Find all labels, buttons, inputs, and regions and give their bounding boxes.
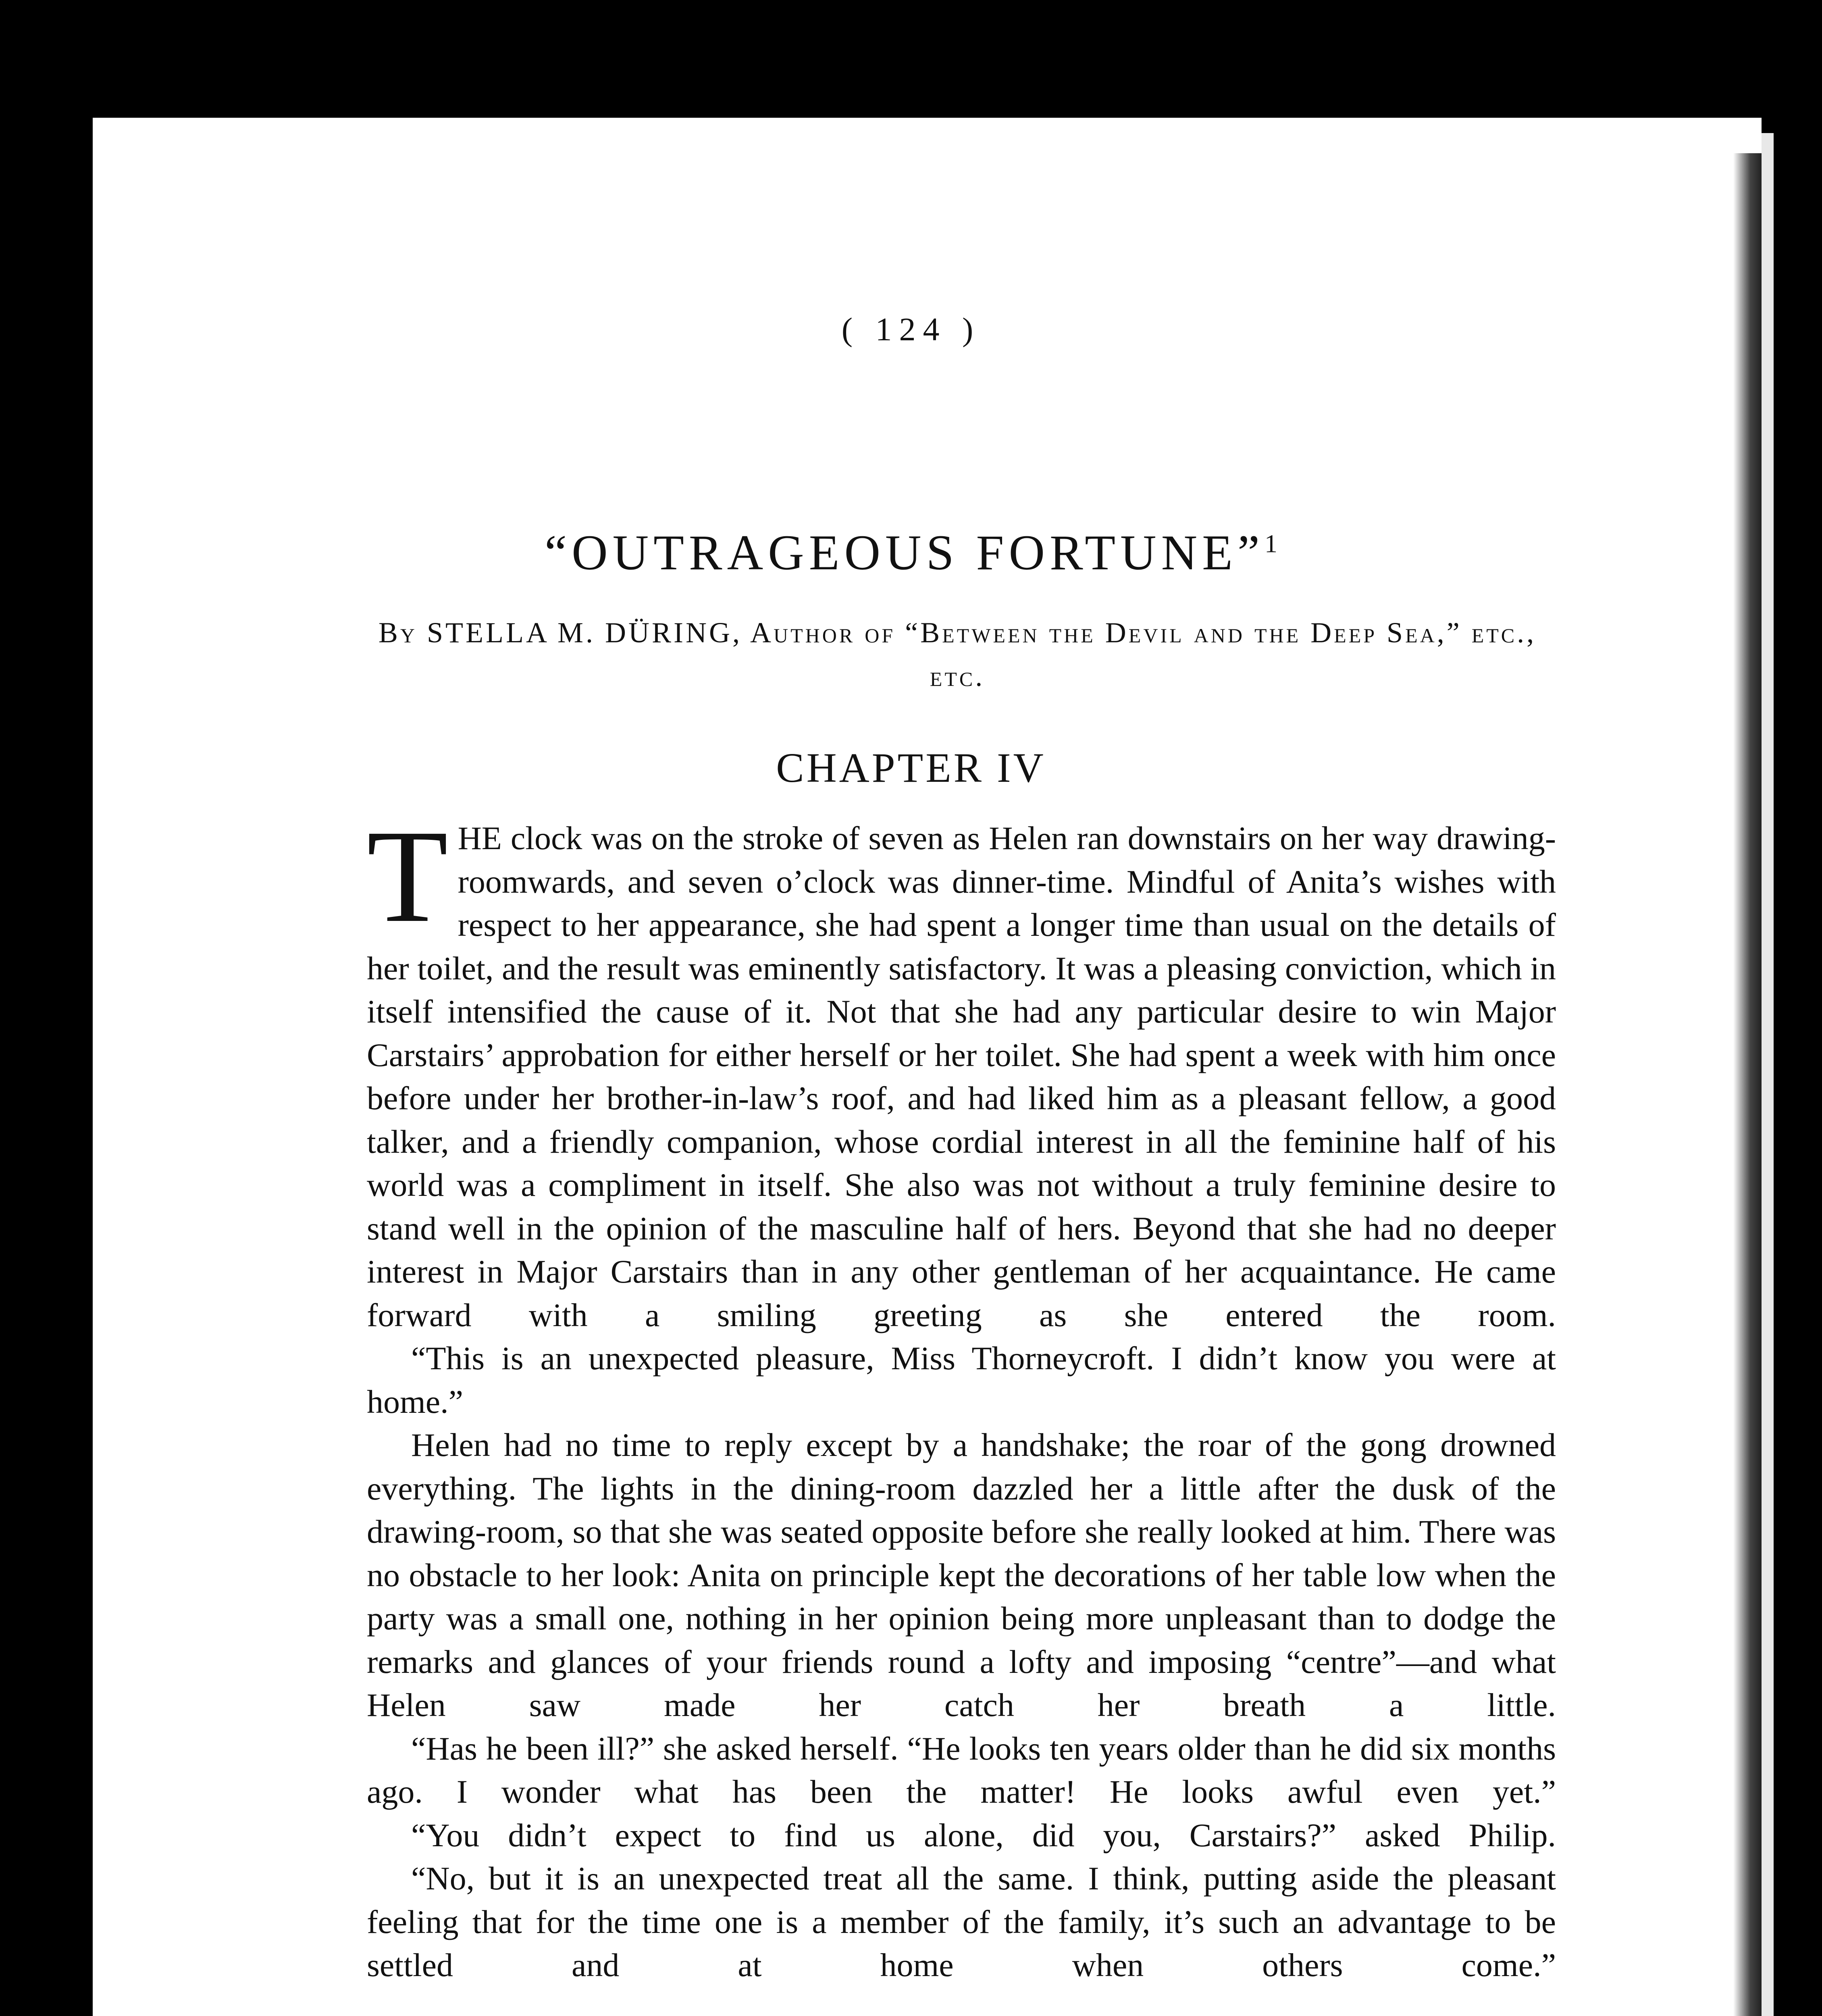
page-gutter-shadow — [1733, 153, 1762, 2016]
story-title-text: “OUTRAGEOUS FORTUNE” — [545, 525, 1265, 580]
paragraph: “You didn’t expect to find us alone, did you, Carstairs?” asked Philip. — [411, 1816, 1556, 1854]
paragraph: “No, but it is an unexpected treat all the same. I think, putting aside the pleasant feeling that for the time one is a member of the family, it’s such an advantage to be settled and at home when others come.” — [367, 1860, 1556, 1983]
chapter-heading: CHAPTER IV — [776, 745, 1046, 791]
paragraph: “This is an unexpected pleasure, Miss Thorneycroft. I didn’t know you were at home.” — [367, 1340, 1556, 1420]
paragraph: “Has he been ill?” she asked herself. “He looks ten years older than he did six months ago. I wonder what has been the matter! He looks awful even yet.” — [367, 1730, 1556, 1810]
footnote-reference: 1 — [1264, 529, 1277, 558]
paragraph-text: HE clock was on the stroke of seven as Helen ran downstairs on her way drawing-roomwards, and seven o’clock was dinner-time. Mindful of Anita’s wishes with respect to her appearance, she had spent a longer time than usual on the details of her toilet, and the result was eminently satisfactory. It was a pleasing conviction, which in itself intensified the cause of it. Not that she had any particular desire to win Major Carstairs’ approbation for either herself or her toilet. She had spent a week with him once before under her brother-in-law’s roof, and had liked him as a pleasant fellow, a good talker, and a friendly companion, whose cordial interest in all the feminine half of his world was a compliment in itself. She also was not without a truly feminine desire to stand well in the opinion of the masculine half of hers. Beyond that she had no deeper interest in Major Carstairs than in any other gentleman of her acquaintance. He came forward with a smiling greeting as she entered the room. — [367, 820, 1556, 1333]
byline: By STELLA M. DÜRING, Author of “Between the Devil and the Deep Sea,” etc., etc. — [378, 616, 1537, 692]
drop-cap: T — [367, 803, 448, 950]
story-title — [0, 524, 1822, 581]
page-edge — [1762, 133, 1774, 2016]
paragraph: Helen had no time to reply except by a handshake; the roar of the gong drowned everything. The lights in the dining-room dazzled her a little after the dusk of the drawing-room, so that she was seated opposite before she really looked at him. There was no obstacle to her look: Anita on principle kept the decorations of her table low when the party was a small one, nothing in her opinion being more unpleasant than to dodge the remarks and glances of your friends round a lofty and imposing “centre”—and what Helen saw made her catch her breath a little. — [367, 1427, 1556, 1723]
body-text — [367, 803, 1556, 1987]
paragraph — [367, 803, 1556, 1337]
page-number: ( 124 ) — [841, 311, 981, 348]
